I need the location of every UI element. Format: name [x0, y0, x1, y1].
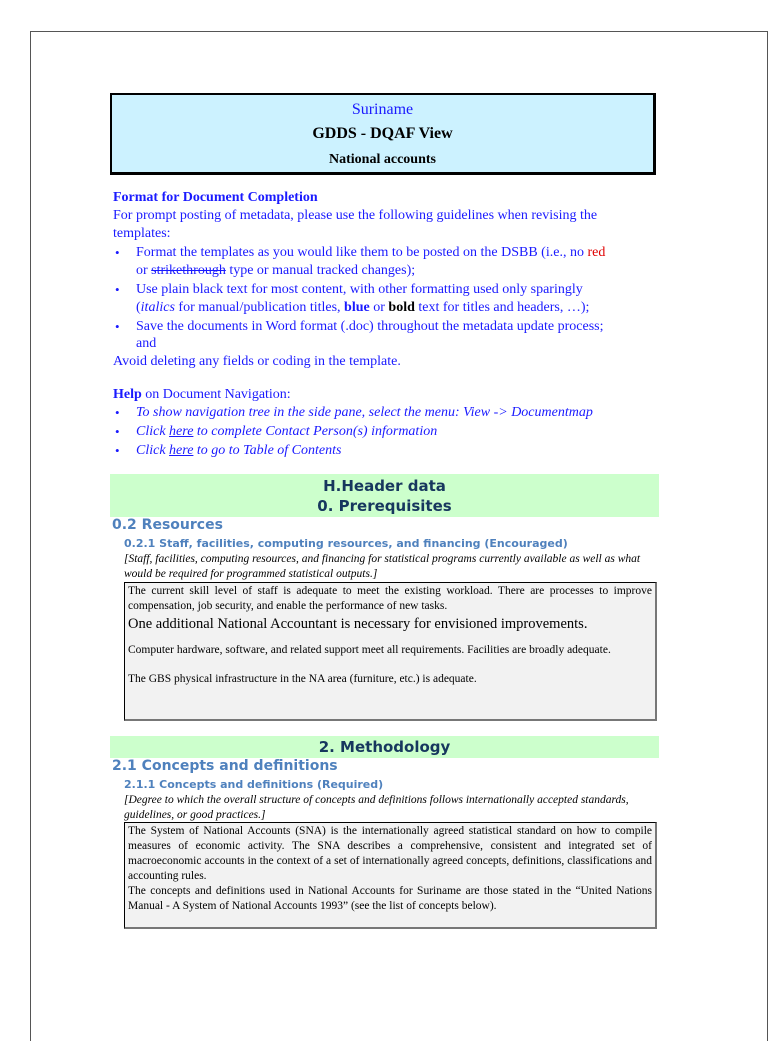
format-bullet-3-line2: and — [136, 336, 157, 351]
resources-paragraph: The GBS physical infrastructure in the NA area (furniture, etc.) is adequate. — [128, 673, 477, 685]
country-title: Suriname — [351, 101, 414, 118]
format-intro-line2: templates: — [113, 226, 171, 241]
bullet-icon: • — [115, 424, 120, 439]
help-item-toc: Click here to go to Table of Contents — [136, 443, 342, 458]
resources-subheading: 0.2.1 Staff, facilities, computing resources, and financing (Encouraged) — [124, 537, 568, 550]
bullet-icon: • — [115, 282, 120, 297]
format-heading: Format for Document Completion — [113, 190, 318, 205]
concepts-paragraph: The System of National Accounts (SNA) is the internationally agreed statistical standard on how to compile measures of economic activity. The SNA describes a comprehensive, consistent and integrated set of macroeconomic accounts in the context of a set of internationally agreed concepts, definitions, classifications and accounting rules. — [128, 825, 652, 882]
bullet-icon: • — [115, 405, 120, 420]
bullet-icon: • — [115, 245, 120, 260]
view-title: GDDS - DQAF View — [312, 125, 453, 142]
methodology-band — [110, 736, 659, 758]
concepts-text-box[interactable] — [124, 822, 657, 929]
format-bullet-2-line1: Use plain black text for most content, with other formatting used only sparingly — [136, 282, 583, 297]
resources-paragraph: Computer hardware, software, and related support meet all requirements. Facilities are broadly adequate. — [128, 644, 611, 656]
toc-here-link[interactable]: here — [169, 443, 194, 458]
resources-instructions: [Staff, facilities, computing resources, and financing for statistical programs currently available as well as what would be required for programmed statistical outputs.] — [124, 553, 641, 580]
bullet-icon: • — [115, 319, 120, 334]
title-box — [110, 93, 656, 175]
subject-title: National accounts — [329, 152, 436, 167]
header-data-band — [110, 474, 659, 517]
concepts-instructions: [Degree to which the overall structure of concepts and definitions follows internationally accepted standards, guidelines, or good practices.] — [124, 794, 629, 821]
prerequisites-title: 0. Prerequisites — [317, 497, 452, 515]
format-closing: Avoid deleting any fields or coding in the template. — [113, 354, 401, 369]
format-bullet-1-line2: or strikethrough type or manual tracked changes); — [136, 263, 416, 278]
concepts-paragraph: The concepts and definitions used in National Accounts for Suriname are those stated in the “United Nations Manual - A System of National Accounts 1993” (see the list of concepts below). — [128, 885, 652, 912]
resources-text-box[interactable] — [124, 582, 657, 721]
resources-paragraph: One additional National Accountant is necessary for envisioned improvements. — [128, 616, 588, 632]
format-bullet-2-line2: (italics for manual/publication titles, blue or bold text for titles and headers, …); — [136, 300, 590, 315]
concepts-subheading: 2.1.1 Concepts and definitions (Required) — [124, 778, 384, 791]
header-data-title: H.Header data — [323, 477, 446, 495]
format-intro-line1: For prompt posting of metadata, please use the following guidelines when revising the — [113, 208, 598, 223]
resources-paragraph: The current skill level of staff is adequate to meet the existing workload. There are processes to improve compensation, job security, and enable the performance of new tasks. — [128, 585, 652, 612]
help-item-navigation: To show navigation tree in the side pane, select the menu: View -> Documentmap — [136, 405, 593, 420]
help-heading: Help on Document Navigation: — [113, 387, 291, 402]
bullet-icon: • — [115, 443, 120, 458]
concepts-heading: 2.1 Concepts and definitions — [112, 758, 338, 774]
format-bullet-3-line1: Save the documents in Word format (.doc) throughout the metadata update process; — [136, 319, 604, 334]
resources-heading: 0.2 Resources — [112, 517, 223, 533]
help-item-contact: Click here to complete Contact Person(s) information — [136, 424, 438, 439]
format-bullet-1-line1: Format the templates as you would like them to be posted on the DSBB (i.e., no red — [136, 245, 606, 260]
methodology-title: 2. Methodology — [318, 738, 451, 756]
contact-here-link[interactable]: here — [169, 424, 194, 439]
